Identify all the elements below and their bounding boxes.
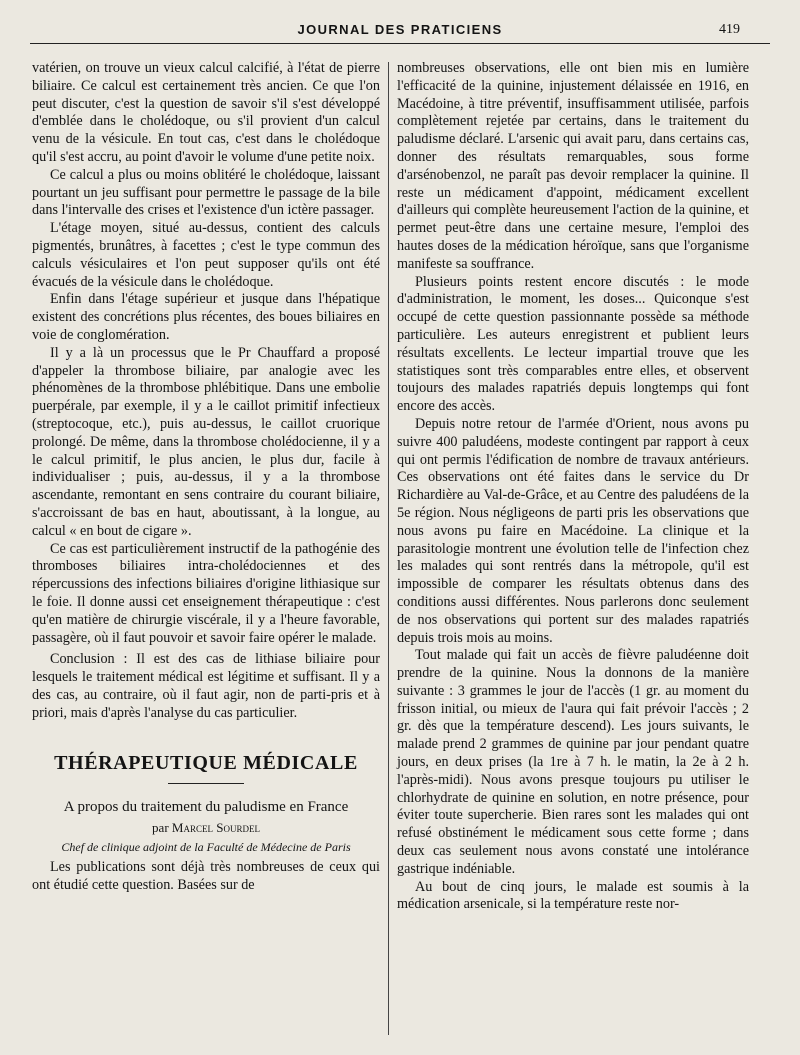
left-paragraph-5: Il y a là un processus que le Pr Chauffard a proposé d'appeler la thrombose biliaire, par analogie avec les phénomènes de la thrombose phlébitique. Dans une embolie puerpérale, par exemple, il y a le caillot primitif infectieux (streptocoque, etc.), puis au-dessus, le caillot cruorique prolongé. De même, dans la thrombose cholédocienne, il y a le calcul primitif, le plus ancien, le plus dur, facile à individualiser ; puis, au-dessus, il y a la thrombose ascendante, remontant en sens contraire du courant biliaire, s'accroissant de bas en haut, aboutissant, à la longue, au calcul « en bout de cigare ».: [32, 344, 380, 539]
left-paragraph-3: L'étage moyen, situé au-dessus, contient des calculs pigmentés, brunâtres, à facettes ; c'est le type commun des calculs vésiculaires et l'on peut supposer qu'ils ont été évacués de la vésicule dans le cholédoque.: [32, 220, 380, 290]
left-paragraph-4: Enfin dans l'étage supérieur et jusque dans l'hépatique existent des concrétions plus récentes, des boues biliaires en voie de conglomération.: [32, 291, 380, 343]
header-rule: [30, 43, 770, 44]
page-header: [30, 18, 770, 42]
byline: [32, 820, 380, 836]
left-paragraph-2: Ce calcul a plus ou moins oblitéré le cholédoque, laissant pourtant un jeu suffisant pour permettre le passage de la bile dans l'intervalle des crises et l'existence d'un ictère passager.: [32, 166, 380, 219]
left-column: [32, 60, 380, 895]
byline-prefix: par: [152, 820, 169, 836]
article-title: A propos du traitement du paludisme en France: [63, 799, 349, 816]
column-divider: [388, 62, 389, 1035]
section-title: THÉRAPEUTIQUE MÉDICALE: [54, 752, 358, 775]
journal-title: JOURNAL DES PRATICIENS: [297, 22, 503, 37]
left-paragraph-1: vatérien, on trouve un vieux calcul calcifié, à l'état de pierre biliaire. Ce calcul est certainement très ancien. Ce que l'on peut discuter, c'est la question de savoir s'il s'est développé d'emblée dans le cholédoque, ou s'il provient d'un calcul venu de la vésicule. En tout cas, c'est dans le cholédoque qu'il s'est accru, au point d'avoir le volume d'une petite noix.: [32, 60, 380, 165]
author-name: Marcel Sourdel: [171, 820, 260, 836]
right-paragraph-5: Au bout de cinq jours, le malade est soumis à la médication arsenicale, si la température reste nor-: [397, 878, 749, 913]
right-column: [397, 60, 749, 914]
right-paragraph-4: Tout malade qui fait un accès de fièvre paludéenne doit prendre de la quinine. Nous la donnons de la manière suivante : 3 grammes le jour de l'accès (1 gr. au moment du frisson initial, ou mieux de l'aura qui fait prévoir l'accès ; 2 gr. dès que la température descend). Les jours suivants, le malade prend 2 grammes de quinine par jour pendant quatre jours, en deux prises (la 1re à 7 h. le matin, la 2e à 2 h. l'après-midi). Nous avons presque toujours pu utiliser le chlorhydrate de quinine en solution, en notre présence, pour éviter toute supercherie. Bien rares sont les malades qui ont refusé obstinément le médicament sous cette forme ; dans deux cas seulement nous avons constaté une intolérance gastrique indéniable.: [397, 647, 749, 877]
article-opening-paragraph: Les publications sont déjà très nombreuses de ceux qui ont étudié cette question. Basées sur de: [32, 859, 380, 894]
author-affiliation: Chef de clinique adjoint de la Faculté de Médecine de Paris: [61, 840, 351, 855]
section-rule: [168, 783, 244, 784]
conclusion-paragraph: Conclusion : Il est des cas de lithiase biliaire pour lesquels le traitement médical est légitime et suffisant. Il y a des cas, au contraire, où il faut agir, non de parti-pris et à priori, mais d'après l'analyse du cas particulier.: [32, 651, 380, 721]
left-paragraph-6: Ce cas est particulièrement instructif de la pathogénie des thromboses biliaires intra-cholédociennes et des répercussions des infections biliaires d'origine lithiasique sur le foie. Il donne aussi cet enseignement thérapeutique : c'est qu'en matière de chirurgie viscérale, il y a l'heure favorable, passagère, où il faut pouvoir et savoir faire opérer le malade.: [32, 540, 380, 646]
right-paragraph-3: Depuis notre retour de l'armée d'Orient, nous avons pu suivre 400 paludéens, modeste contingent par rapport à ceux qui ont permis l'édification de nombre de travaux antérieurs. Ces observations ont été faites dans le service du Dr Richardière au Val-de-Grâce, et au Centre des paludéens de la 5e région. Nous négligeons de parti pris les observations que nous avons pu faire en Macédoine. La clinique et la parasitologie montrent une évolution telle de l'infection chez les malades qui sont rentrés dans la métropole, qu'il est impossible de comparer les résultats obtenus dans des conditions aussi différentes. Nous parlerons donc seulement de nos observations qui portent sur des malades rapatriés depuis trois mois au moins.: [397, 415, 749, 646]
right-paragraph-2: Plusieurs points restent encore discutés : le mode d'administration, le moment, les doses... Quiconque s'est occupé de cette question passionnante possède sa méthode particulière. Les auteurs enregistrent et publient leurs résultats excellents. Le lecteur impartial trouve que les statistiques sont très comparables entre elles, et observent toujours des malades rapatriés depuis longtemps qui font encore des accès.: [397, 273, 749, 415]
right-paragraph-1: nombreuses observations, elle ont bien mis en lumière l'efficacité de la quinine, injustement délaissée en 1916, en Macédoine, à titre préventif, insuffisamment utilisée, parfois complètement rejetée par certains, dans le traitement du paludisme déclaré. L'arsenic qui avait paru, dans certains cas, donner des résultats remarquables, sous forme d'arsénobenzol, ne paraît pas devoir remplacer la quinine. Il reste un médicament d'appoint, médicament excellent d'ailleurs qui complète heureusement l'action de la quinine, et permet peut-être dans une certaine mesure, l'emploi des hautes doses de la médication héroïque, sans que l'organisme manifeste sa souffrance.: [397, 60, 749, 272]
page-number: 419: [719, 22, 740, 37]
